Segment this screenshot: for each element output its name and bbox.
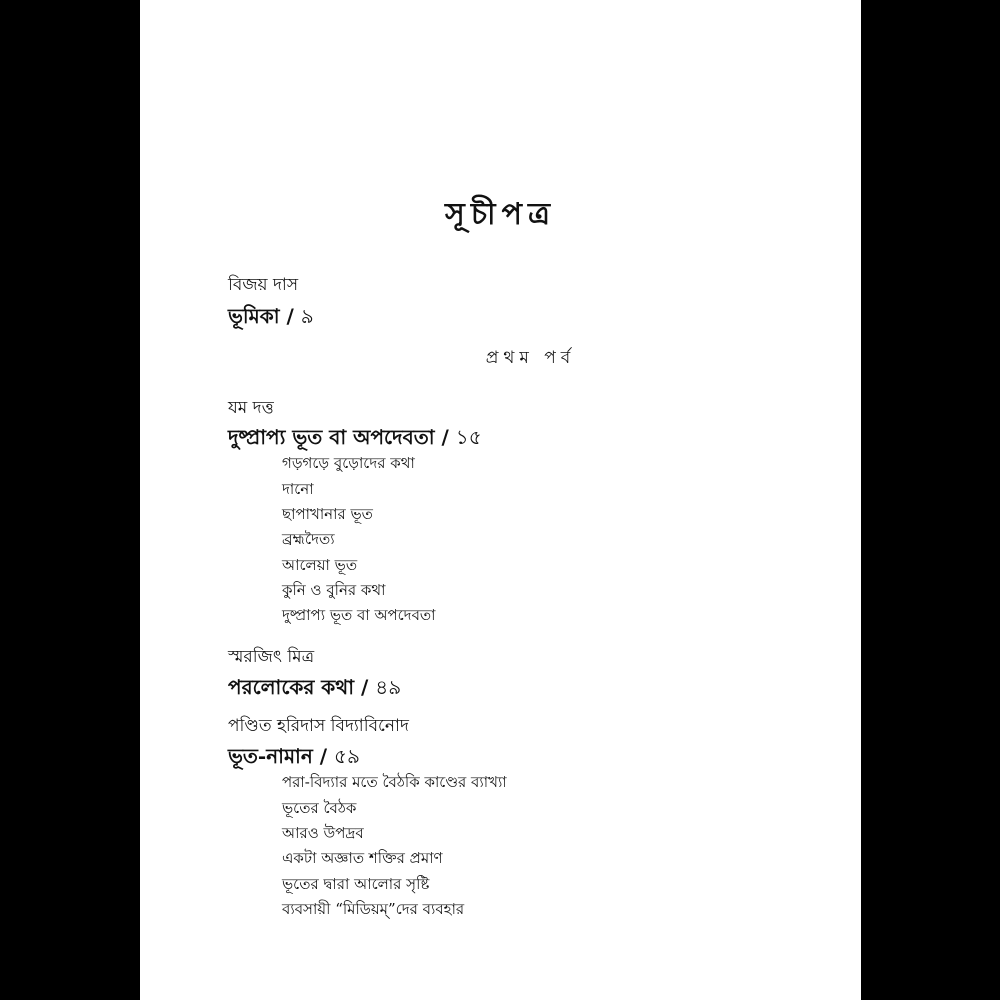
book-page (140, 0, 861, 1000)
toc-subitem: গড়গড়ে বুড়োদের কথা (282, 454, 415, 472)
toc-subitem: আলেয়া ভূত (282, 556, 358, 574)
toc-subitem: দুষ্প্রাপ্য ভূত বা অপদেবতা (282, 606, 436, 624)
entry-page-number: ৪৯ (375, 675, 402, 699)
toc-subitem: ভূতের বৈঠক (282, 799, 357, 817)
entry-title: পরলোকের কথা (228, 675, 355, 699)
toc-entry[interactable] (228, 302, 314, 335)
part-heading: প্রথম পর্ব (485, 348, 576, 368)
entry-title: ভূমিকা (228, 304, 280, 328)
toc-subitem: ছাপাখানার ভূত (282, 505, 373, 523)
toc-subitem: পরা-বিদ্যার মতে বৈঠকি কাণ্ডের ব্যাখ্যা (282, 773, 507, 791)
toc-subitem: আরও উপদ্রব (282, 824, 364, 842)
toc-subitem: দানো (282, 480, 314, 498)
author-name: পণ্ডিত হরিদাস বিদ্যাবিনোদ (228, 716, 409, 736)
page-title: সূচীপত্র (445, 197, 556, 232)
author-name: স্মরজিৎ মিত্র (228, 647, 315, 667)
author-name: যম দত্ত (228, 398, 274, 418)
toc-subitem: কুনি ও বুনির কথা (282, 581, 386, 599)
author-name: বিজয় দাস (228, 275, 299, 295)
entry-title: ভূত-নামান (228, 744, 313, 768)
entry-separator: / (279, 304, 301, 328)
entry-page-number: ৫৯ (334, 744, 360, 768)
entry-page-number: ১৫ (455, 425, 482, 449)
toc-subitem: ব্রহ্মদৈত্য (282, 530, 335, 548)
entry-separator: / (312, 744, 335, 768)
toc-subitem: ভূতের দ্বারা আলোর সৃষ্টি (282, 875, 430, 893)
toc-subitem: ব্যবসায়ী “মিডিয়ম্”দের ব্যবহার (282, 900, 465, 918)
entry-separator: / (434, 425, 456, 449)
toc-subitem: একটা অজ্ঞাত শক্তির প্রমাণ (282, 849, 443, 867)
entry-title: দুষ্প্রাপ্য ভূত বা অপদেবতা (228, 425, 435, 449)
toc-entry[interactable] (228, 673, 401, 706)
entry-separator: / (354, 675, 376, 699)
entry-page-number: ৯ (300, 304, 314, 328)
